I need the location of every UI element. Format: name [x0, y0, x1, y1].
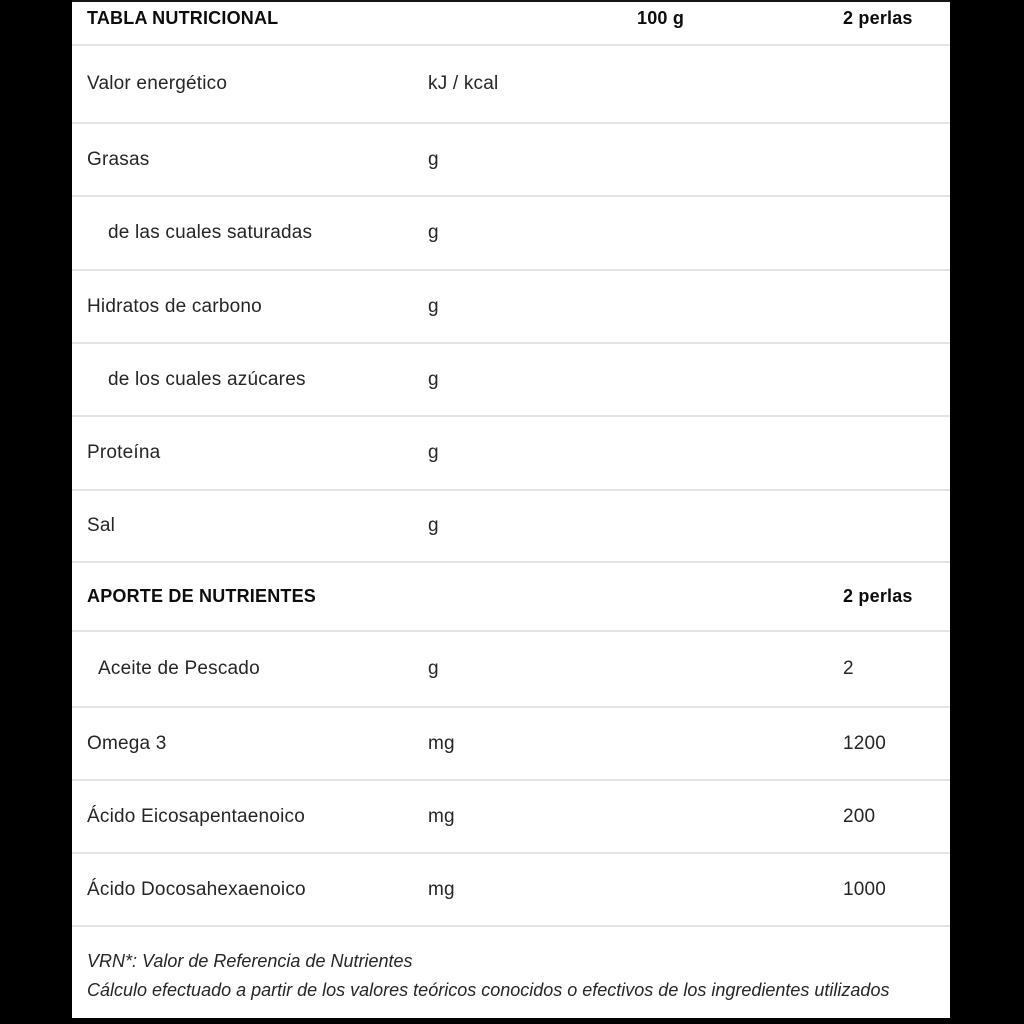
- table-row-omega3: [72, 708, 950, 781]
- table-row-valor-energetico: [72, 46, 950, 124]
- row-label: Hidratos de carbono: [87, 295, 262, 317]
- row-unit: mg: [428, 878, 455, 900]
- table-row-epa: [72, 781, 950, 854]
- column-header-100g: 100 g: [637, 7, 685, 28]
- row-unit: mg: [428, 805, 455, 827]
- row-value-perlas: 2: [843, 658, 854, 679]
- table-row-saturadas: [72, 197, 950, 271]
- row-label: de los cuales azúcares: [108, 368, 306, 390]
- table-title: TABLA NUTRICIONAL: [87, 7, 279, 28]
- row-value-perlas: 200: [843, 805, 876, 827]
- row-value-perlas: 1200: [843, 732, 887, 754]
- column-header-2perlas: 2 perlas: [843, 7, 913, 28]
- row-label: Aceite de Pescado: [98, 658, 260, 679]
- table-row-proteina: [72, 417, 950, 491]
- row-unit: g: [428, 148, 439, 170]
- table-row-sal: [72, 491, 950, 563]
- row-label: Valor energético: [87, 73, 228, 94]
- row-unit: g: [428, 222, 439, 243]
- row-label: Sal: [87, 515, 116, 536]
- table-row-grasas: [72, 124, 950, 197]
- row-unit: g: [428, 658, 439, 679]
- row-label: Ácido Docosahexaenoico: [87, 878, 306, 900]
- table-row-dha: [72, 854, 950, 927]
- row-unit: kJ / kcal: [428, 73, 499, 94]
- table-row-azucares: [72, 344, 950, 417]
- row-unit: g: [428, 368, 439, 390]
- row-label: Omega 3: [87, 732, 167, 754]
- footnote-line1: VRN*: Valor de Referencia de Nutrientes: [87, 951, 413, 971]
- section-title: APORTE DE NUTRIENTES: [87, 586, 317, 606]
- table-header-row: [72, 2, 950, 46]
- table-row-aceite-pescado: [72, 632, 950, 708]
- row-unit: g: [428, 515, 439, 536]
- row-unit: mg: [428, 732, 455, 754]
- row-unit: g: [428, 295, 439, 317]
- footnote-line2: Cálculo efectuado a partir de los valores teóricos conocidos o efectivos de los ingredientes utilizados: [87, 980, 890, 1000]
- row-value-perlas: 1000: [843, 878, 887, 900]
- row-unit: g: [428, 442, 439, 463]
- footnote: [72, 927, 950, 1018]
- table-row-hidratos: [72, 271, 950, 344]
- nutrition-table: [72, 0, 950, 1018]
- section-column-header-2perlas: 2 perlas: [843, 586, 913, 606]
- row-label: Ácido Eicosapentaenoico: [87, 805, 305, 827]
- row-label: Grasas: [87, 148, 150, 170]
- row-label: Proteína: [87, 442, 161, 463]
- row-label: de las cuales saturadas: [108, 222, 313, 243]
- section-header-row: [72, 563, 950, 632]
